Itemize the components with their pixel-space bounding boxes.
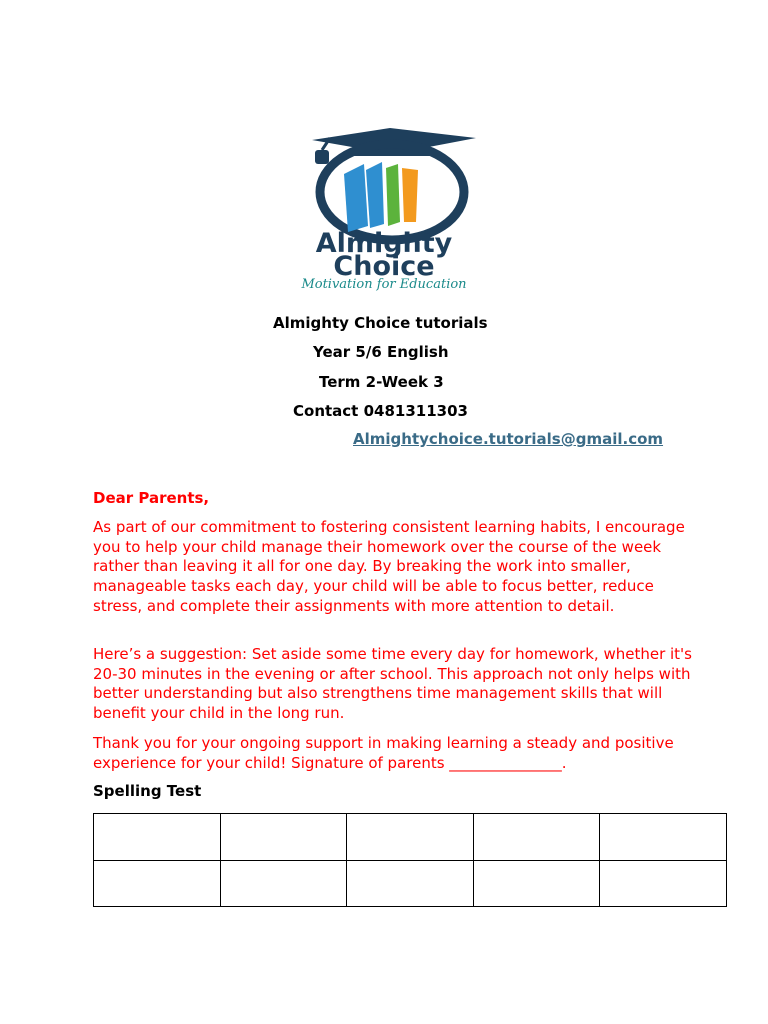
logo-tagline: Motivation for Education: [301, 277, 467, 292]
table-cell[interactable]: [220, 814, 347, 861]
tutorials-name: Almighty Choice tutorials: [273, 314, 488, 332]
logo-line2: Choice: [333, 251, 435, 282]
table-row: [94, 814, 727, 861]
logo-line1: Almighty: [315, 228, 453, 259]
table-cell[interactable]: [600, 814, 727, 861]
year-level: Year 5/6 English: [313, 343, 449, 361]
table-row: [94, 860, 727, 907]
almighty-choice-logo: [258, 124, 510, 292]
table-cell[interactable]: [347, 814, 474, 861]
table-cell[interactable]: [94, 860, 221, 907]
paragraph-text: Here’s a suggestion: Set aside some time every day for homework, whether it's 20-30 minutes in the evening or after school. This approach not only helps with better understanding but also strengthens time management skills that will benefit your child in the long run.: [93, 645, 692, 723]
letter-paragraph-3: [93, 734, 693, 773]
table-cell[interactable]: [94, 814, 221, 861]
email-link[interactable]: Almightychoice.tutorials@gmail.com: [353, 430, 664, 448]
contact-phone: Contact 0481311303: [293, 402, 468, 420]
table-cell[interactable]: [600, 860, 727, 907]
letter-paragraph-1: [93, 518, 693, 617]
table-cell[interactable]: [220, 860, 347, 907]
paragraph-text: Thank you for your ongoing support in making learning a steady and positive experience for your child! Signature of parents _______________.: [93, 734, 674, 772]
letter-paragraph-2: [93, 645, 693, 724]
table-cell[interactable]: [473, 814, 600, 861]
spelling-test-table: [93, 813, 727, 907]
paragraph-text: As part of our commitment to fostering consistent learning habits, I encourage you to help your child manage their homework over the course of the week rather than leaving it all for one day. By breaking the work into smaller, manageable tasks each day, your child will be able to focus better, reduce stress, and complete their assignments with more attention to detail.: [93, 518, 685, 615]
letter-greeting: Dear Parents,: [93, 489, 210, 507]
table-cell[interactable]: [347, 860, 474, 907]
spelling-test-heading: Spelling Test: [93, 782, 202, 800]
table-cell[interactable]: [473, 860, 600, 907]
term-week: Term 2-Week 3: [319, 373, 444, 391]
